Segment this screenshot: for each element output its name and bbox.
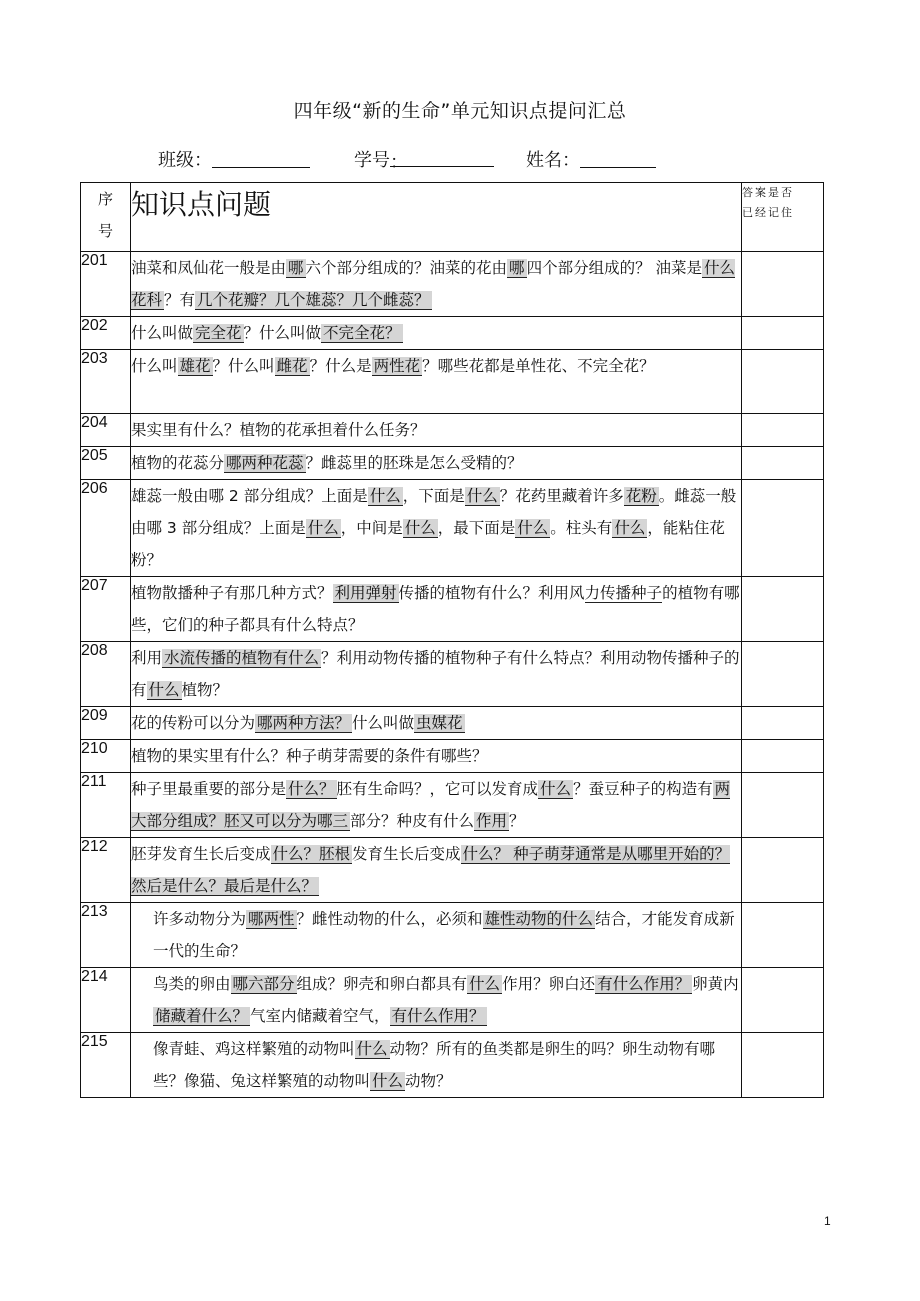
question-row <box>81 577 824 642</box>
question-column-header: 知识点问题 <box>131 183 742 252</box>
question-text-segment: ？利用动物传播的植物种子有什么特点？利用动物传播种子的有 <box>131 649 740 699</box>
question-number: 210 <box>81 740 131 773</box>
question-number: 203 <box>81 350 131 414</box>
answer-check-cell[interactable] <box>742 447 824 480</box>
question-text-segment: 许多动物分为 <box>153 910 247 928</box>
answer-column-header <box>742 183 824 252</box>
question-row <box>81 480 824 577</box>
question-text <box>131 1033 742 1098</box>
id-colon: ： <box>390 152 408 173</box>
key-term-highlight: 什么？胚根 <box>272 845 351 863</box>
key-term-highlight: 什么 <box>469 975 501 993</box>
question-row <box>81 903 824 968</box>
question-text-segment: 什么叫做 <box>131 324 194 342</box>
underlined-text: 力传播种子 <box>584 584 663 602</box>
question-text-segment: ？什么叫 <box>212 357 275 375</box>
key-term-highlight: 什么花科 <box>131 259 736 309</box>
question-text-segment: ，中间是 <box>340 519 403 537</box>
key-term-highlight: 水流传播的植物有什么 <box>164 649 320 667</box>
question-text-segment: 种子里最重要的部分是 <box>131 780 287 798</box>
question-text-segment: ？花药里藏着许多 <box>499 487 624 505</box>
question-row <box>81 1033 824 1098</box>
key-term-highlight: 哪两种方法？ <box>257 714 351 732</box>
question-text-segment: ？什么叫做 <box>243 324 322 342</box>
question-text-segment: 雄蕊一般由哪 2 部分组成？上面是 <box>131 487 368 505</box>
answer-check-cell[interactable] <box>742 252 824 317</box>
key-term-highlight: 什么 <box>372 1072 404 1090</box>
question-row <box>81 447 824 480</box>
answer-header-line-2: 已经记住 <box>742 206 794 219</box>
class-label: 班级： <box>158 150 212 171</box>
key-term-highlight: 哪 <box>509 259 525 277</box>
question-text-segment: 什么叫做 <box>352 714 415 732</box>
question-row <box>81 740 824 773</box>
key-term-highlight: 雄花 <box>179 357 211 375</box>
page-number: 1 <box>824 1214 831 1228</box>
question-text <box>131 903 742 968</box>
answer-check-cell[interactable] <box>742 1033 824 1098</box>
question-text-segment: 果实里有什么？植物的花承担着什么任务？ <box>131 421 426 439</box>
class-blank[interactable] <box>212 149 310 168</box>
question-text-segment: ？什么是 <box>309 357 372 375</box>
question-text-segment: ？雌性动物的什么，必须和 <box>296 910 483 928</box>
key-term-highlight: 什么 <box>466 487 498 505</box>
key-term-highlight: 什么 <box>614 519 646 537</box>
key-term-highlight: 什么？ <box>462 845 510 863</box>
answer-check-cell[interactable] <box>742 317 824 350</box>
question-text <box>131 577 742 642</box>
question-text-segment: ？蚕豆种子的构造有 <box>573 780 713 798</box>
id-field <box>354 146 494 172</box>
answer-check-cell[interactable] <box>742 773 824 838</box>
key-term-highlight: 不完全花？ <box>323 324 401 342</box>
question-text <box>131 773 742 838</box>
key-term-highlight: 几个花瓣？几个雄蕊？几个雌蕊？ <box>197 291 430 309</box>
question-text-segment: 油菜和凤仙花一般是由 <box>131 259 287 277</box>
question-row <box>81 414 824 447</box>
question-text-segment: 结合，才能发育成新一代的生命？ <box>153 910 735 960</box>
question-text-segment: ？哪些花都是单性花、不完全花？ <box>422 357 655 375</box>
question-text-segment: 植物的果实里有什么？种子萌芽需要的条件有哪些？ <box>131 747 488 765</box>
key-term-highlight: 什么？ <box>288 780 335 798</box>
key-term-highlight: 哪 <box>288 259 304 277</box>
question-text-segment: 鸟类的卵由 <box>153 975 231 993</box>
answer-check-cell[interactable] <box>742 480 824 577</box>
question-text <box>131 740 742 773</box>
key-term-highlight: 什么 <box>540 780 572 798</box>
name-label: 姓名： <box>526 150 580 171</box>
name-field <box>526 146 656 172</box>
key-term-highlight: 利用弹射 <box>334 584 397 602</box>
key-term-highlight: 储藏着什么？ <box>155 1007 249 1025</box>
answer-check-cell[interactable] <box>742 350 824 414</box>
question-text-segment: 花的传粉可以分为 <box>131 714 256 732</box>
question-row <box>81 642 824 707</box>
question-text-segment: 部分？种皮有什么 <box>350 812 475 830</box>
id-blank[interactable] <box>390 148 494 173</box>
key-term-highlight: 有什么作用？ <box>391 1007 485 1025</box>
question-text <box>131 707 742 740</box>
question-text-segment: 的植物有哪些，它们的种子都具有什么特点？ <box>131 584 740 634</box>
key-term-highlight: 种子萌芽通常是从哪里开始的？然后是什么？最后是什么？ <box>131 845 731 895</box>
key-term-highlight: 雄性动物的什么 <box>484 910 594 928</box>
class-field <box>158 146 310 172</box>
question-number: 214 <box>81 968 131 1033</box>
name-blank[interactable] <box>580 149 656 168</box>
question-text-segment: 动物？ <box>405 1072 452 1090</box>
question-table <box>80 182 824 1098</box>
question-row <box>81 350 824 414</box>
question-text <box>131 252 742 317</box>
question-number: 206 <box>81 480 131 577</box>
key-term-highlight: 哪两种花蕊 <box>226 454 304 472</box>
answer-check-cell[interactable] <box>742 838 824 903</box>
question-row <box>81 707 824 740</box>
question-text-segment: 。雌蕊一般由哪 3 部分组成？上面是 <box>131 487 737 537</box>
answer-check-cell[interactable] <box>742 707 824 740</box>
question-text-segment: 六个部分组成的？油菜的花由 <box>305 259 508 277</box>
question-text-segment: 植物？ <box>181 681 229 699</box>
question-text-segment: 发育生长后变成 <box>352 845 461 863</box>
question-row <box>81 838 824 903</box>
question-number: 205 <box>81 447 131 480</box>
key-term-highlight: 什么 <box>369 487 401 505</box>
question-number: 211 <box>81 773 131 838</box>
question-number: 208 <box>81 642 131 707</box>
question-text-segment: 利用 <box>131 649 163 667</box>
key-term-highlight: 什么 <box>307 519 339 537</box>
answer-check-cell[interactable] <box>742 968 824 1033</box>
question-number: 201 <box>81 252 131 317</box>
key-term-highlight: 哪六部分 <box>232 975 295 993</box>
question-text-segment: ，下面是 <box>402 487 465 505</box>
answer-check-cell[interactable] <box>742 414 824 447</box>
table-header-row <box>81 183 824 252</box>
question-text-segment: 作用？卵白还 <box>502 975 596 993</box>
key-term-highlight: 两大部分组成？胚又可以分为哪三 <box>131 780 731 830</box>
question-text <box>131 317 742 350</box>
question-row <box>81 773 824 838</box>
key-term-highlight: 什么 <box>517 519 549 537</box>
question-number: 215 <box>81 1033 131 1098</box>
question-text-segment: ？ <box>509 812 525 830</box>
question-number: 213 <box>81 903 131 968</box>
question-number: 204 <box>81 414 131 447</box>
question-text-segment: 什么叫 <box>131 357 178 375</box>
answer-header-line-1: 答案是否 <box>742 186 794 199</box>
question-text <box>131 838 742 903</box>
number-column-header <box>81 183 131 252</box>
key-term-highlight: 虫媒花 <box>416 714 463 732</box>
question-row <box>81 968 824 1033</box>
key-term-highlight: 作用 <box>476 812 508 830</box>
question-text-segment: 动物？所有的鱼类都是卵生的吗？卵生动物有哪些？像猫、兔这样繁殖的动物叫 <box>153 1040 716 1090</box>
key-term-highlight: 哪两性 <box>248 910 295 928</box>
question-text-segment: 植物散播种子有那几种方式？ <box>131 584 333 602</box>
key-term-highlight: 什么 <box>404 519 436 537</box>
question-text <box>131 642 742 707</box>
question-text-segment: 植物的花蕊分 <box>131 454 225 472</box>
question-text-segment: ，能粘住花粉？ <box>131 519 725 569</box>
key-term-highlight: 什么 <box>356 1040 388 1058</box>
question-row <box>81 317 824 350</box>
question-text <box>131 447 742 480</box>
question-text <box>131 480 742 577</box>
question-number: 212 <box>81 838 131 903</box>
key-term-highlight: 完全花 <box>195 324 242 342</box>
number-header-line-2: 号 <box>97 222 113 240</box>
key-term-highlight: 什么 <box>148 681 180 699</box>
answer-check-cell[interactable] <box>742 577 824 642</box>
question-text-segment: 像青蛙、鸡这样繁殖的动物叫 <box>153 1040 355 1058</box>
key-term-highlight: 雌花 <box>276 357 308 375</box>
question-text-segment: 气室内储藏着空气， <box>250 1007 390 1025</box>
page-title: 四年级“新的生命”单元知识点提问汇总 <box>293 100 627 122</box>
question-text-segment: ，最下面是 <box>437 519 516 537</box>
question-text-segment: 胚有生命吗？，它可以发育成 <box>336 780 539 798</box>
question-text-segment: 组成？卵壳和卵白都具有 <box>296 975 468 993</box>
question-number: 202 <box>81 317 131 350</box>
question-text-segment: 。柱头有 <box>550 519 613 537</box>
key-term-highlight: 花粉 <box>625 487 657 505</box>
answer-check-cell[interactable] <box>742 903 824 968</box>
key-term-highlight: 有什么作用？ <box>597 975 691 993</box>
number-header-line-1: 序 <box>97 190 113 208</box>
question-number: 207 <box>81 577 131 642</box>
question-rows <box>81 252 824 1098</box>
key-term-highlight: 两性花 <box>373 357 421 375</box>
question-text-segment: ？雌蕊里的胚珠是怎么受精的？ <box>305 454 523 472</box>
id-label: 学号 <box>354 150 390 171</box>
question-text-segment: 四个部分组成的？ 油菜是 <box>526 259 702 277</box>
question-text <box>131 350 742 414</box>
question-text <box>131 414 742 447</box>
question-text <box>131 968 742 1033</box>
question-text-segment: 传播的植物有什么？利用风 <box>398 584 585 602</box>
question-text-segment: 胚芽发育生长后变成 <box>131 845 271 863</box>
answer-check-cell[interactable] <box>742 740 824 773</box>
question-text-segment: ？有 <box>164 291 196 309</box>
question-row <box>81 252 824 317</box>
question-number: 209 <box>81 707 131 740</box>
question-text-segment: 卵黄内 <box>692 975 739 993</box>
answer-check-cell[interactable] <box>742 642 824 707</box>
